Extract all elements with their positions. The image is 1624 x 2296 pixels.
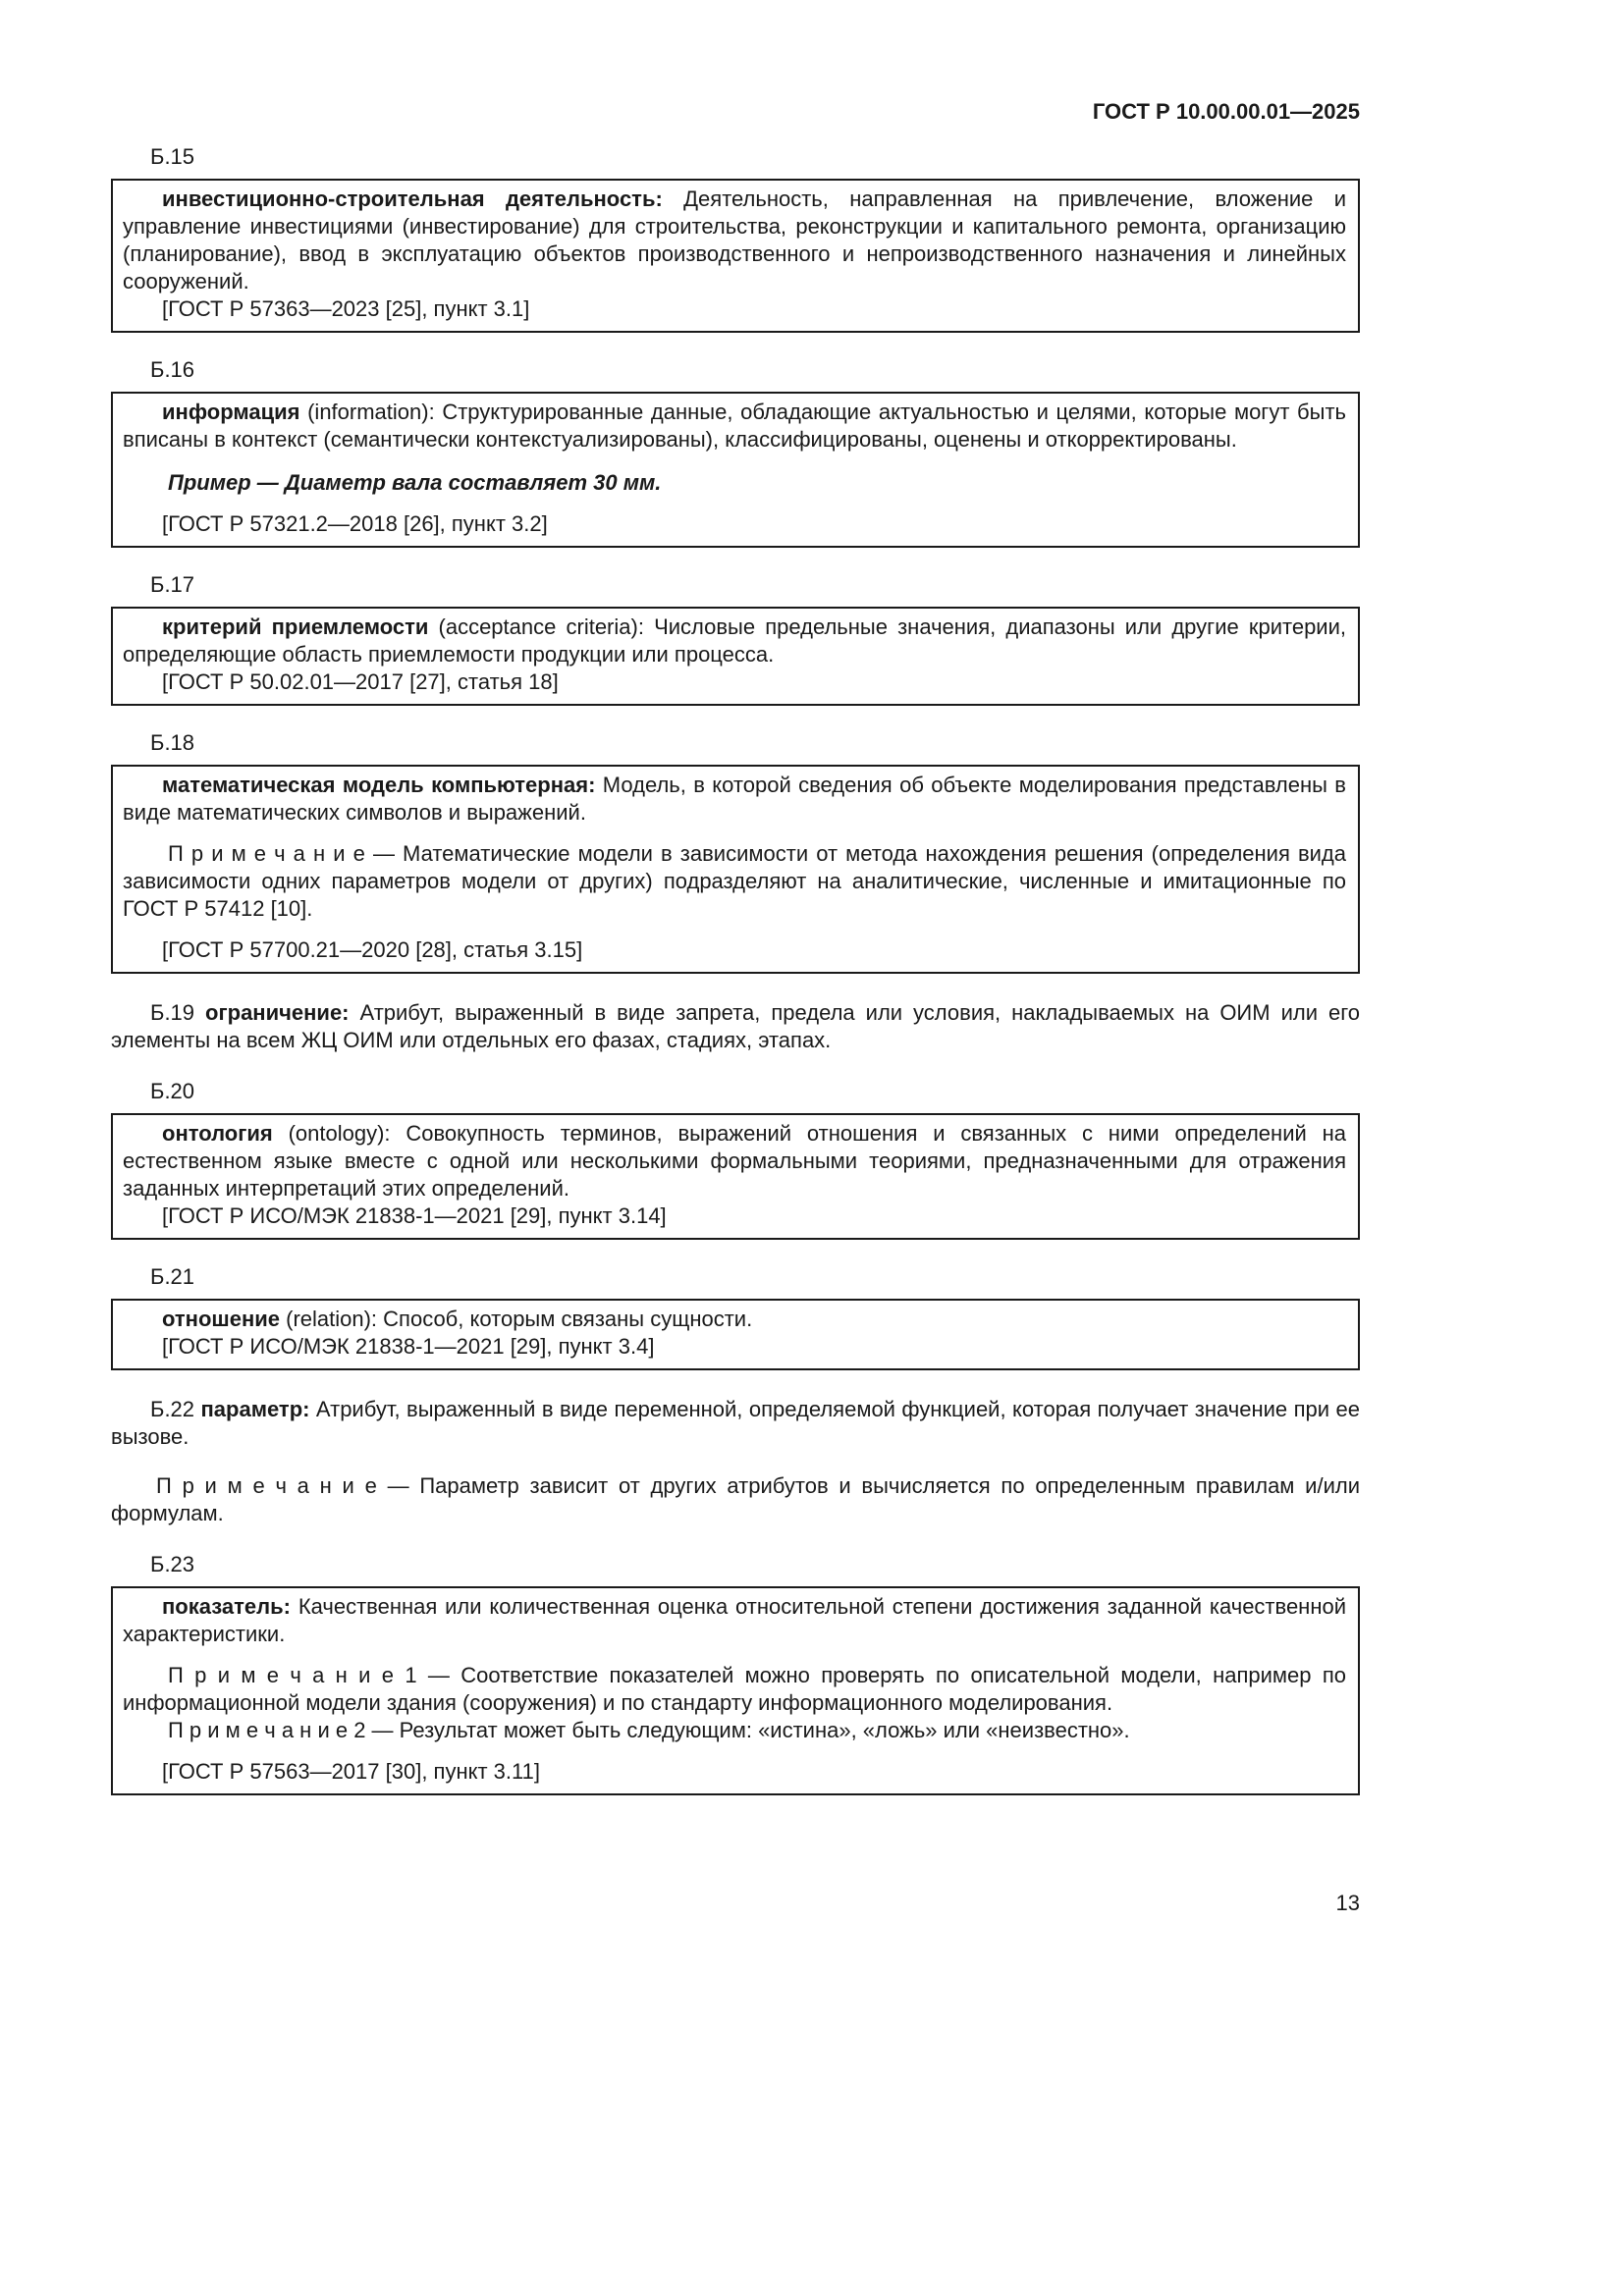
term-text: параметр: bbox=[200, 1397, 310, 1421]
definition-paragraph bbox=[123, 399, 1346, 454]
source-reference: [ГОСТ Р ИСО/МЭК 21838-1—2021 [29], пункт 3.14] bbox=[162, 1203, 667, 1228]
definition-text: Модель, в которой сведения об объекте моделирования представлены в виде математических символов и выражений. bbox=[123, 773, 1346, 825]
definition-text: (relation): Способ, которым связаны сущности. bbox=[280, 1307, 753, 1331]
source-reference: [ГОСТ Р 50.02.01—2017 [27], статья 18] bbox=[162, 669, 559, 694]
term-text: отношение bbox=[162, 1307, 281, 1331]
definition-text: (acceptance criteria): Числовые предельные значения, диапазоны или другие критерии, определяющие область приемлемости продукции или процесса. bbox=[123, 614, 1346, 667]
definition-text: (information): Структурированные данные, обладающие актуальностью и целями, которые могут быть вписаны в контекст (семантически контекстуализированы), классифицированы, оценены и откорректированы. bbox=[123, 400, 1346, 452]
definition-box-b18 bbox=[111, 765, 1360, 974]
term-text: математическая модель компьютерная: bbox=[162, 773, 596, 797]
entry-b19 bbox=[111, 999, 1360, 1054]
definition-box-b16 bbox=[111, 392, 1360, 548]
example-text: Пример — Диаметр вала составляет 30 мм. bbox=[168, 470, 662, 495]
definition-box-b15 bbox=[111, 179, 1360, 333]
entry-label-b18: Б.18 bbox=[150, 730, 195, 755]
term-text: показатель: bbox=[162, 1594, 291, 1619]
note-text: П р и м е ч а н и е — Параметр зависит от других атрибутов и вычисляется по определенным правилам и/или формулам. bbox=[111, 1473, 1360, 1525]
source-reference: [ГОСТ Р 57700.21—2020 [28], статья 3.15] bbox=[162, 937, 583, 962]
definition-paragraph bbox=[123, 772, 1346, 827]
page-number: 13 bbox=[1335, 1891, 1360, 1915]
doc-number: ГОСТ Р 10.00.00.01—2025 bbox=[1092, 99, 1360, 124]
entry-b22 bbox=[111, 1396, 1360, 1451]
entry-label-b19: Б.19 bbox=[150, 1000, 195, 1025]
entry-label-b17: Б.17 bbox=[150, 572, 195, 597]
definition-box-b17 bbox=[111, 607, 1360, 706]
entry-label-b16: Б.16 bbox=[150, 357, 195, 382]
definition-text: Атрибут, выраженный в виде переменной, определяемой функцией, которая получает значение при ее вызове. bbox=[111, 1397, 1360, 1449]
term-text: онтология bbox=[162, 1121, 273, 1146]
note-text: П р и м е ч а н и е 2 — Результат может быть следующим: «истина», «ложь» или «неизвестно». bbox=[168, 1718, 1130, 1742]
definition-text: Деятельность, направленная на привлечение, вложение и управление инвестициями (инвестирование) для строительства, реконструкции и капитального ремонта, организацию (планирование), ввод в эксплуатацию объектов производственного и непроизводственного назначения и линейных сооружений. bbox=[123, 187, 1346, 294]
note-text: П р и м е ч а н и е 1 — Соответствие показателей можно проверять по описательной модели, например по информационной модели здания (сооружения) и по стандарту информационного моделирования. bbox=[123, 1663, 1346, 1715]
term-text: инвестиционно-строительная деятельность: bbox=[162, 187, 663, 211]
source-reference: [ГОСТ Р 57321.2—2018 [26], пункт 3.2] bbox=[162, 511, 548, 536]
page-content bbox=[111, 143, 1360, 1795]
entry-label-b21: Б.21 bbox=[150, 1264, 195, 1289]
entry-label-b15: Б.15 bbox=[150, 144, 195, 169]
definition-paragraph bbox=[123, 186, 1346, 295]
definition-box-b20 bbox=[111, 1113, 1360, 1240]
source-reference: [ГОСТ Р 57563—2017 [30], пункт 3.11] bbox=[162, 1759, 540, 1784]
definition-paragraph bbox=[123, 614, 1346, 668]
document-header bbox=[111, 98, 1360, 126]
term-text: критерий приемлемости bbox=[162, 614, 429, 639]
definition-paragraph bbox=[123, 1306, 1346, 1333]
definition-text: (ontology): Совокупность терминов, выражений отношения и связанных с ними определений на естественном языке вместе с одной или несколькими формальными теориями, предназначенными для отражения заданных интерпретаций этих определений. bbox=[123, 1121, 1346, 1201]
entry-label-b20: Б.20 bbox=[150, 1079, 195, 1103]
definition-text: Качественная или количественная оценка относительной степени достижения заданной качественной характеристики. bbox=[123, 1594, 1346, 1646]
definition-paragraph bbox=[123, 1120, 1346, 1202]
note-text: П р и м е ч а н и е — Математические модели в зависимости от метода нахождения решения (определения вида зависимости одних параметров модели от других) подразделяют на аналитические, численные и имитационные по ГОСТ Р 57412 [10]. bbox=[123, 841, 1346, 921]
definition-paragraph bbox=[123, 1593, 1346, 1648]
source-reference: [ГОСТ Р 57363—2023 [25], пункт 3.1] bbox=[162, 296, 530, 321]
source-reference: [ГОСТ Р ИСО/МЭК 21838-1—2021 [29], пункт 3.4] bbox=[162, 1334, 655, 1359]
spacer bbox=[194, 1000, 205, 1025]
term-text: ограничение: bbox=[205, 1000, 350, 1025]
definition-text: Атрибут, выраженный в виде запрета, предела или условия, накладываемых на ОИМ или его элементы на всем ЖЦ ОИМ или отдельных его фазах, стадиях, этапах. bbox=[111, 1000, 1360, 1052]
definition-box-b23 bbox=[111, 1586, 1360, 1795]
entry-label-b22: Б.22 bbox=[150, 1397, 195, 1421]
definition-box-b21 bbox=[111, 1299, 1360, 1370]
entry-label-b23: Б.23 bbox=[150, 1552, 195, 1576]
term-text: информация bbox=[162, 400, 300, 424]
